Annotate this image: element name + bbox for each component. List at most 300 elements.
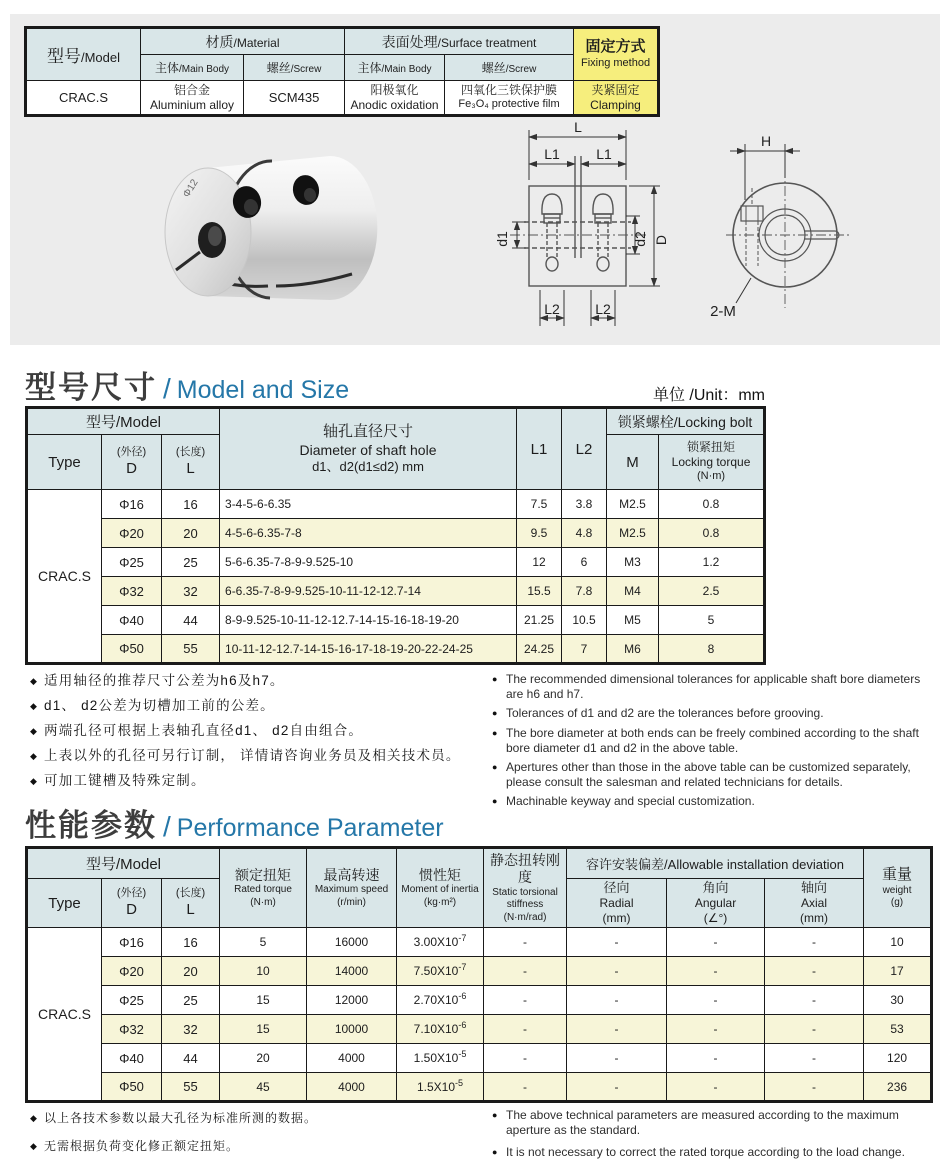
cell-d: Φ20 <box>102 519 162 548</box>
inertia-exp: -5 <box>455 1077 464 1088</box>
cell-angular: - <box>667 986 765 1015</box>
cell-d: Φ40 <box>102 606 162 635</box>
cell-l: 25 <box>162 548 220 577</box>
perf-angular-en: Angular <box>694 896 737 911</box>
perf-angular-unit: (∠°) <box>703 911 728 926</box>
perf-radial-zh: 径向 <box>603 879 630 895</box>
dim-label-L1-left: L1 <box>544 146 560 162</box>
size-header-locking-bolt: 锁紧螺栓/Locking bolt <box>607 408 765 435</box>
cell-m: M2.5 <box>607 490 659 519</box>
cell-stiffness: - <box>484 1073 567 1102</box>
bullet-icon: ● <box>492 708 498 718</box>
product-photo <box>120 128 400 338</box>
cell-speed: 14000 <box>307 957 397 986</box>
bullet-icon: ◆ <box>30 701 37 711</box>
perf-weight-unit: (g) <box>890 897 904 909</box>
perf-header-l <box>162 879 220 928</box>
cell-holes: 4-5-6-6.35-7-8 <box>220 519 517 548</box>
cell-speed: 16000 <box>307 928 397 957</box>
perf-header-radial <box>567 879 667 928</box>
note-text: d1、 d2公差为切槽加工前的公差。 <box>44 698 275 713</box>
bore-highlight <box>208 226 222 246</box>
dim-label-d1: d1 <box>494 231 510 247</box>
perf-inertia-en: Moment of inertia <box>401 884 479 896</box>
note-item <box>492 726 937 755</box>
dim-label-d2: d2 <box>632 231 648 247</box>
cell-torque: 0.8 <box>659 519 765 548</box>
cell-l: 16 <box>162 928 220 957</box>
bullet-icon: ● <box>492 762 498 772</box>
size-header-torque-zh: 锁紧扭矩 <box>687 440 736 455</box>
bullet-icon: ● <box>492 728 498 738</box>
unit-label: 单位 /Unit：mm <box>652 387 765 404</box>
size-notes-en <box>492 672 937 814</box>
inertia-base: 2.70X10 <box>413 993 459 1007</box>
cell-radial: - <box>567 1073 667 1102</box>
note-text: Tolerances of d1 and d2 are the tolerances before grooving. <box>506 706 824 720</box>
cell-weight: 30 <box>864 986 932 1015</box>
size-header-type: Type <box>27 435 102 490</box>
spec-surface-screw-zh: 四氧化三铁保护膜 <box>461 83 558 98</box>
note-item <box>492 760 937 789</box>
cell-torque: 15 <box>220 1015 307 1044</box>
cell-speed: 4000 <box>307 1044 397 1073</box>
spec-header-fixing-en: Fixing method <box>580 57 651 69</box>
bullet-icon: ◆ <box>30 751 37 761</box>
perf-torque-unit: (N·m) <box>250 896 276 908</box>
side-view-dimensions <box>512 130 660 326</box>
perf-header-deviation: 容许安装偏差/Allowable installation deviation <box>567 848 864 879</box>
spec-header-screw-2 <box>445 55 574 81</box>
cell-axial: - <box>765 957 864 986</box>
cell-l: 44 <box>162 606 220 635</box>
cell-inertia <box>397 1073 484 1102</box>
cell-l: 20 <box>162 957 220 986</box>
cell-l1: 15.5 <box>517 577 562 606</box>
perf-radial-unit: (mm) <box>602 911 631 926</box>
size-header-m: M <box>607 435 659 490</box>
cell-inertia <box>397 928 484 957</box>
perf-row-0 <box>27 928 932 957</box>
cell-weight: 236 <box>864 1073 932 1102</box>
perf-axial-zh: 轴向 <box>801 879 828 895</box>
cell-l1: 9.5 <box>517 519 562 548</box>
perf-row-5 <box>27 1073 932 1102</box>
inertia-exp: -7 <box>458 962 467 972</box>
cell-holes: 6-6.35-7-8-9-9.525-10-11-12-12.7-14 <box>220 577 517 606</box>
inertia-base: 7.50X10 <box>413 964 459 978</box>
cell-axial: - <box>765 1015 864 1044</box>
perf-radial-en: Radial <box>599 896 634 911</box>
spec-header-screw-1 <box>244 55 345 81</box>
cell-d: Φ25 <box>102 548 162 577</box>
section1-title <box>25 362 349 407</box>
spec-surface-screw <box>445 81 574 116</box>
cell-torque: 45 <box>220 1073 307 1102</box>
perf-header-speed <box>307 848 397 928</box>
cell-torque: 20 <box>220 1044 307 1073</box>
spec-material-body-zh: 铝合金 <box>173 82 210 97</box>
note-text: 两端孔径可根据上表轴孔直径d1、 d2自由组合。 <box>44 723 364 738</box>
cell-m: M2.5 <box>607 519 659 548</box>
spec-header-model <box>26 28 141 81</box>
size-header-hole-en: Diameter of shaft hole <box>299 441 437 458</box>
note-text: The bore diameter at both ends can be freely combined according to the shaft bore diameter d1 and d2 in the above table. <box>506 726 919 755</box>
note-text: 上表以外的孔径可另行订制， 详情请咨询业务员及相关技术员。 <box>44 748 461 763</box>
spec-header-surface <box>345 28 574 55</box>
size-header-torque-en: Locking torque <box>671 455 751 470</box>
dim-label-2M: 2-M <box>710 303 736 320</box>
cell-axial: - <box>765 1044 864 1073</box>
cell-l: 20 <box>162 519 220 548</box>
perf-header-weight <box>864 848 932 928</box>
perf-speed-unit: (r/min) <box>337 896 366 908</box>
perf-row-4 <box>27 1044 932 1073</box>
section2-title-zh: 性能参数 <box>25 808 157 843</box>
inertia-base: 7.10X10 <box>413 1022 459 1036</box>
technical-drawing <box>480 118 940 345</box>
cell-angular: - <box>667 1015 765 1044</box>
section1-title-sep: / <box>163 373 171 404</box>
bullet-icon: ◆ <box>30 776 37 786</box>
cell-inertia <box>397 986 484 1015</box>
cell-speed: 12000 <box>307 986 397 1015</box>
dim-label-D: D <box>653 234 669 246</box>
section2-title-sep: / <box>163 811 171 842</box>
cell-l1: 7.5 <box>517 490 562 519</box>
spec-screw-zh: 螺丝 <box>266 60 291 75</box>
dim-label-L1-right: L1 <box>596 146 612 162</box>
cell-l2: 7 <box>562 635 607 664</box>
cell-axial: - <box>765 1073 864 1102</box>
cell-speed: 4000 <box>307 1073 397 1102</box>
cell-inertia <box>397 1044 484 1073</box>
cell-d: Φ32 <box>102 1015 162 1044</box>
spec-fixing-en: Clamping <box>590 97 641 112</box>
note-text: It is not necessary to correct the rated torque according to the load change. <box>506 1145 905 1159</box>
spec-surface-body-en: Anodic oxidation <box>350 97 439 112</box>
size-header-model: 型号/Model <box>27 408 220 435</box>
perf-axial-unit: (mm) <box>800 911 829 926</box>
note-item <box>492 672 937 701</box>
cell-holes: 10-11-12-12.7-14-15-16-17-18-19-20-22-24-25 <box>220 635 517 664</box>
section2-title-en: Performance Parameter <box>176 814 444 842</box>
perf-stiffness-unit: (N·m/rad) <box>503 911 547 923</box>
note-item <box>492 1145 942 1160</box>
spec-header-fixing <box>574 28 659 81</box>
size-header-l2: L2 <box>562 408 607 490</box>
size-header-l1: L1 <box>517 408 562 490</box>
cell-l: 16 <box>162 490 220 519</box>
cell-l1: 12 <box>517 548 562 577</box>
perf-type-value: CRAC.S <box>27 928 102 1102</box>
note-text: The above technical parameters are measured according to the maximum aperture as the standard. <box>506 1108 899 1137</box>
cell-l2: 3.8 <box>562 490 607 519</box>
perf-speed-zh: 最高转速 <box>323 866 380 883</box>
spec-screw2-zh: 螺丝 <box>481 60 506 75</box>
note-item <box>30 770 480 792</box>
note-item <box>492 1108 942 1137</box>
spec-screw2-en: /Screw <box>505 63 537 75</box>
section1-title-en: Model and Size <box>176 376 350 404</box>
cell-l2: 6 <box>562 548 607 577</box>
spec-mainbody2-en: /Main Body <box>381 63 432 75</box>
cell-angular: - <box>667 1044 765 1073</box>
performance-table <box>25 846 933 1103</box>
cell-l: 32 <box>162 577 220 606</box>
spec-surface-screw-en: Fe₃O₄ protective film <box>458 98 560 111</box>
perf-header-axial <box>765 879 864 928</box>
bullet-icon: ● <box>492 796 498 806</box>
perf-l-letter: L <box>186 900 195 918</box>
cell-d: Φ25 <box>102 986 162 1015</box>
cell-radial: - <box>567 957 667 986</box>
photo-engraving-label: Φ12 <box>181 177 201 200</box>
dim-label-L: L <box>574 119 582 135</box>
perf-axial-en: Axial <box>801 896 828 911</box>
inertia-exp: -6 <box>458 991 467 1001</box>
note-item <box>492 794 937 809</box>
size-header-d-zh: (外径) <box>116 445 147 458</box>
cell-d: Φ32 <box>102 577 162 606</box>
cell-l: 25 <box>162 986 220 1015</box>
cell-radial: - <box>567 1044 667 1073</box>
cell-l2: 7.8 <box>562 577 607 606</box>
cell-torque: 2.5 <box>659 577 765 606</box>
note-item <box>30 695 480 717</box>
note-item <box>30 1138 475 1154</box>
perf-inertia-unit: (kg·m²) <box>423 896 457 908</box>
perf-speed-en: Maximum speed <box>314 884 389 896</box>
perf-header-stiffness <box>484 848 567 928</box>
perf-notes-en <box>492 1108 942 1161</box>
front-view-dimensions <box>730 144 800 303</box>
cell-weight: 10 <box>864 928 932 957</box>
inertia-base: 1.50X10 <box>413 1051 459 1065</box>
cell-m: M6 <box>607 635 659 664</box>
spec-material-body <box>141 81 244 116</box>
size-type-value: CRAC.S <box>27 490 102 664</box>
spec-screw-en: /Screw <box>290 63 322 75</box>
size-header-l <box>162 435 220 490</box>
cell-torque: 5 <box>659 606 765 635</box>
size-row-2 <box>27 548 765 577</box>
cell-angular: - <box>667 928 765 957</box>
spec-fixing-zh: 夹紧固定 <box>591 82 640 97</box>
size-row-5 <box>27 635 765 664</box>
cell-weight: 17 <box>864 957 932 986</box>
perf-angular-zh: 角向 <box>702 879 729 895</box>
dim-label-L2-left: L2 <box>544 301 560 317</box>
cell-d: Φ50 <box>102 635 162 664</box>
cell-axial: - <box>765 928 864 957</box>
size-header-torque <box>659 435 765 490</box>
cell-m: M3 <box>607 548 659 577</box>
perf-notes-zh <box>30 1110 475 1161</box>
bullet-icon: ● <box>492 1110 498 1120</box>
note-text: 以上各技术参数以最大孔径为标准所测的数据。 <box>44 1111 318 1125</box>
cell-torque: 10 <box>220 957 307 986</box>
cell-holes: 8-9-9.525-10-11-12-12.7-14-15-16-18-19-20 <box>220 606 517 635</box>
perf-row-1 <box>27 957 932 986</box>
note-text: 无需根据负荷变化修正额定扭矩。 <box>44 1139 240 1153</box>
cell-weight: 53 <box>864 1015 932 1044</box>
spec-table <box>24 26 660 117</box>
perf-l-zh: (长度) <box>175 886 206 899</box>
perf-stiffness-en: Static torsional stiffness <box>492 886 558 911</box>
section1-title-zh: 型号尺寸 <box>25 370 157 405</box>
perf-torque-en: Rated torque <box>234 884 292 896</box>
note-text: 适用轴径的推荐尺寸公差为h6及h7。 <box>44 673 285 688</box>
note-text: Machinable keyway and special customization. <box>506 794 755 808</box>
size-header-d <box>102 435 162 490</box>
spec-material-body-en: Aluminium alloy <box>149 97 235 112</box>
cell-l: 55 <box>162 635 220 664</box>
inertia-exp: -5 <box>458 1049 467 1059</box>
note-text: 可加工键槽及特殊定制。 <box>44 773 206 788</box>
cell-l2: 4.8 <box>562 519 607 548</box>
spec-header-material-zh: 材质 <box>205 33 234 50</box>
perf-torque-zh: 额定扭矩 <box>235 866 292 883</box>
spec-model-value: CRAC.S <box>26 81 141 116</box>
cell-m: M5 <box>607 606 659 635</box>
inertia-exp: -6 <box>458 1020 467 1030</box>
cell-radial: - <box>567 928 667 957</box>
bullet-icon: ● <box>492 674 498 684</box>
spec-header-material <box>141 28 345 55</box>
perf-header-model: 型号/Model <box>27 848 220 879</box>
spec-header-mainbody-1 <box>141 55 244 81</box>
cell-stiffness: - <box>484 1044 567 1073</box>
cell-stiffness: - <box>484 928 567 957</box>
cell-torque: 8 <box>659 635 765 664</box>
cell-l1: 24.25 <box>517 635 562 664</box>
cell-radial: - <box>567 986 667 1015</box>
spec-header-material-en: /Material <box>233 35 280 50</box>
note-item <box>30 1110 475 1126</box>
cell-stiffness: - <box>484 1015 567 1044</box>
size-row-1 <box>27 519 765 548</box>
cell-speed: 10000 <box>307 1015 397 1044</box>
spec-surface-body <box>345 81 445 116</box>
spec-header-mainbody-2 <box>345 55 445 81</box>
bullet-icon: ◆ <box>30 1141 37 1151</box>
spec-header-model-zh: 型号 <box>46 47 81 66</box>
perf-stiffness-zh: 静态扭转刚度 <box>490 851 561 886</box>
perf-header-angular <box>667 879 765 928</box>
cell-l2: 10.5 <box>562 606 607 635</box>
cell-d: Φ50 <box>102 1073 162 1102</box>
spec-header-fixing-zh: 固定方式 <box>585 38 646 56</box>
size-header-hole-zh: 轴孔直径尺寸 <box>323 422 414 440</box>
cell-angular: - <box>667 1073 765 1102</box>
note-item <box>30 670 480 692</box>
inertia-exp: -7 <box>458 933 467 943</box>
cell-weight: 120 <box>864 1044 932 1073</box>
cell-l: 55 <box>162 1073 220 1102</box>
size-notes-zh <box>30 670 480 795</box>
cell-radial: - <box>567 1015 667 1044</box>
spec-mainbody-en: /Main Body <box>178 63 230 75</box>
cell-d: Φ20 <box>102 957 162 986</box>
size-header-l-zh: (长度) <box>175 445 206 458</box>
perf-row-2 <box>27 986 932 1015</box>
cell-m: M4 <box>607 577 659 606</box>
perf-header-type: Type <box>27 879 102 928</box>
spec-mainbody-zh: 主体 <box>154 60 179 75</box>
section2-title <box>25 800 444 845</box>
side-view <box>510 156 648 286</box>
bullet-icon: ◆ <box>30 676 37 686</box>
cell-holes: 3-4-5-6-6.35 <box>220 490 517 519</box>
size-header-d-letter: D <box>126 459 137 477</box>
spec-material-screw: SCM435 <box>244 81 345 116</box>
size-row-4 <box>27 606 765 635</box>
perf-d-zh: (外径) <box>116 886 147 899</box>
size-row-0 <box>27 490 765 519</box>
cell-inertia <box>397 1015 484 1044</box>
size-header-torque-unit: (N·m) <box>696 470 726 483</box>
cell-torque: 0.8 <box>659 490 765 519</box>
note-text: Apertures other than those in the above table can be customized separately, please consult the salesman and related technicians for details. <box>506 760 911 789</box>
size-header-l-letter: L <box>186 459 195 477</box>
cell-l: 32 <box>162 1015 220 1044</box>
cell-torque: 1.2 <box>659 548 765 577</box>
note-item <box>30 745 480 767</box>
dim-label-L2-right: L2 <box>595 301 611 317</box>
perf-row-3 <box>27 1015 932 1044</box>
cell-stiffness: - <box>484 957 567 986</box>
bullet-icon: ◆ <box>30 1113 37 1123</box>
spec-surface-body-zh: 阳极氧化 <box>370 82 419 97</box>
perf-header-inertia <box>397 848 484 928</box>
size-header-hole <box>220 408 517 490</box>
size-header-hole-range: d1、d2(d1≤d2) mm <box>312 459 424 474</box>
perf-weight-en: weight <box>882 884 912 896</box>
note-item <box>30 720 480 742</box>
perf-d-letter: D <box>126 900 137 918</box>
cell-holes: 5-6-6.35-7-8-9-9.525-10 <box>220 548 517 577</box>
spec-header-surface-en: /Surface treatment <box>437 35 537 50</box>
inertia-base: 3.00X10 <box>413 935 459 949</box>
cell-axial: - <box>765 986 864 1015</box>
cell-torque: 5 <box>220 928 307 957</box>
bullet-icon: ● <box>492 1147 498 1157</box>
cell-d: Φ16 <box>102 928 162 957</box>
perf-inertia-zh: 惯性矩 <box>419 866 462 883</box>
cell-inertia <box>397 957 484 986</box>
spec-header-surface-zh: 表面处理 <box>381 33 438 50</box>
perf-header-d <box>102 879 162 928</box>
spec-header-model-en: /Model <box>80 50 121 65</box>
cell-l1: 21.25 <box>517 606 562 635</box>
cell-stiffness: - <box>484 986 567 1015</box>
inertia-base: 1.5X10 <box>416 1079 456 1094</box>
cell-d: Φ16 <box>102 490 162 519</box>
bullet-icon: ◆ <box>30 726 37 736</box>
dim-label-H: H <box>760 133 772 149</box>
model-size-table <box>25 406 766 665</box>
size-row-3 <box>27 577 765 606</box>
cell-l: 44 <box>162 1044 220 1073</box>
front-view-labels <box>710 133 771 320</box>
note-item <box>492 706 937 721</box>
perf-header-torque <box>220 848 307 928</box>
spec-mainbody2-zh: 主体 <box>357 60 382 75</box>
note-text: The recommended dimensional tolerances for applicable shaft bore diameters are h6 and h7. <box>506 672 921 701</box>
perf-weight-zh: 重量 <box>882 866 913 884</box>
cell-torque: 15 <box>220 986 307 1015</box>
